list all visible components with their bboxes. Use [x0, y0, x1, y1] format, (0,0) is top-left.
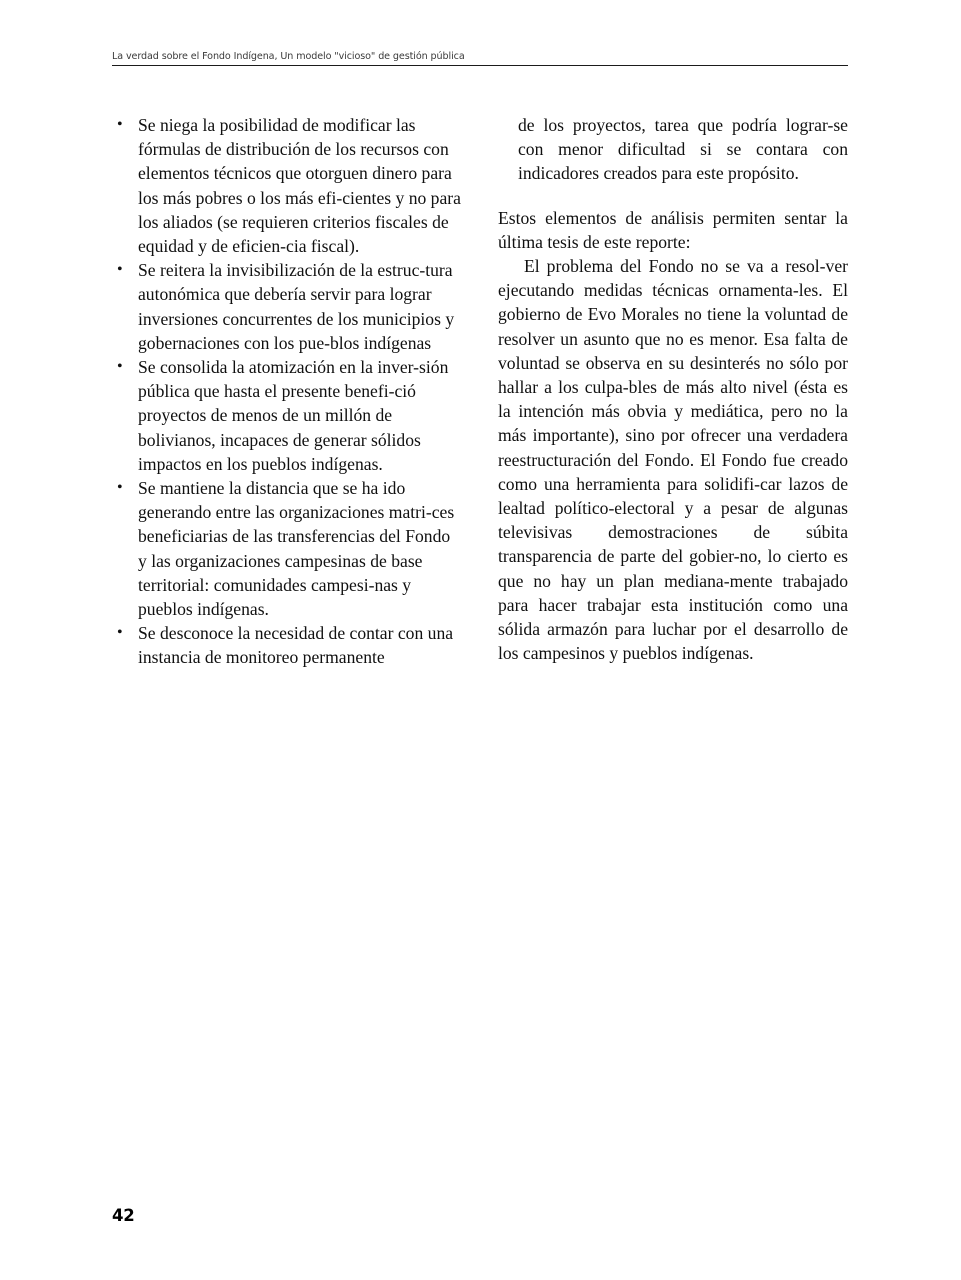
running-head — [112, 50, 848, 66]
list-item-text: Se reitera la invisibilización de la estruc-tura autonómica que debería servir para lograr inversiones concurrentes de los municipios y gobernaciones con los pue-blos indígenas — [138, 260, 455, 353]
list-item-text: Se mantiene la distancia que se ha ido generando entre las organizaciones matri-ces beneficiarias de las transferencias del Fondo y las organizaciones campesinas de base territorial: comunidades campesi-nas y pueblos indígenas. — [138, 478, 455, 620]
list-item-text: Se niega la posibilidad de modificar las fórmulas de distribución de los recursos con elementos técnicos que otorguen dinero para los más pobres o los más efi-cientes y no para los aliados (se requieren criterios fiscales de equidad y de eficien-cia fiscal). — [138, 115, 461, 257]
bullet-icon: • — [117, 479, 123, 497]
bullet-icon: • — [117, 116, 123, 133]
list-item-text: Se desconoce la necesidad de contar con una instancia de monitoreo permanente — [138, 623, 454, 668]
body-paragraph: Estos elementos de análisis permiten sentar la última tesis de este reporte: — [498, 207, 848, 252]
left-column — [112, 113, 462, 670]
bullet-icon: • — [117, 358, 123, 376]
running-head-rule — [112, 65, 848, 66]
right-column — [498, 113, 848, 665]
list-item-text: Se consolida la atomización en la inver-sión pública que hasta el presente benefi-ció proyectos de menos de un millón de bolivianos, incapaces de generar sólidos impactos en los pueblos indígenas. — [138, 357, 449, 474]
list-item — [112, 476, 462, 621]
bullet-icon: • — [117, 624, 123, 642]
list-item — [112, 258, 462, 355]
bullet-list — [112, 113, 462, 670]
list-item — [112, 355, 462, 476]
body-paragraph: El problema del Fondo no se va a resol-ver ejecutando medidas técnicas ornamenta-les. El gobierno de Evo Morales no tiene la voluntad de resolver un asunto que no es menor. Esa falta de voluntad se observa en su desinterés no sólo por hallar a los culpa-bles de más alto nivel (ésta es la intención más obvia y mediática, pero no la más importante), sino por ofrecer una verdadera reestructuración del Fondo. El Fondo fue creado como una herramienta para solidifi-car lazos de lealtad político-electoral y a pesar de algunas televisivas demostraciones de súbita transparencia de parte del gobier-no, lo cierto es que no hay un plan mediana-mente trabajado para hacer trabajar esta institución como una sólida armazón para luchar por el desarrollo de los campesinos y pueblos indígenas. — [498, 256, 848, 664]
page-number: 42 — [112, 1206, 135, 1225]
continuation-paragraph: de los proyectos, tarea que podría lograr-se con menor dificultad si se contara con indicadores creados para este propósito. — [518, 115, 848, 184]
body-columns — [112, 113, 848, 733]
running-head-title: La verdad sobre el Fondo Indígena, Un modelo "vicioso" de gestión pública — [112, 51, 465, 62]
list-item — [112, 621, 462, 669]
list-item — [112, 113, 462, 258]
bullet-icon: • — [117, 261, 123, 279]
